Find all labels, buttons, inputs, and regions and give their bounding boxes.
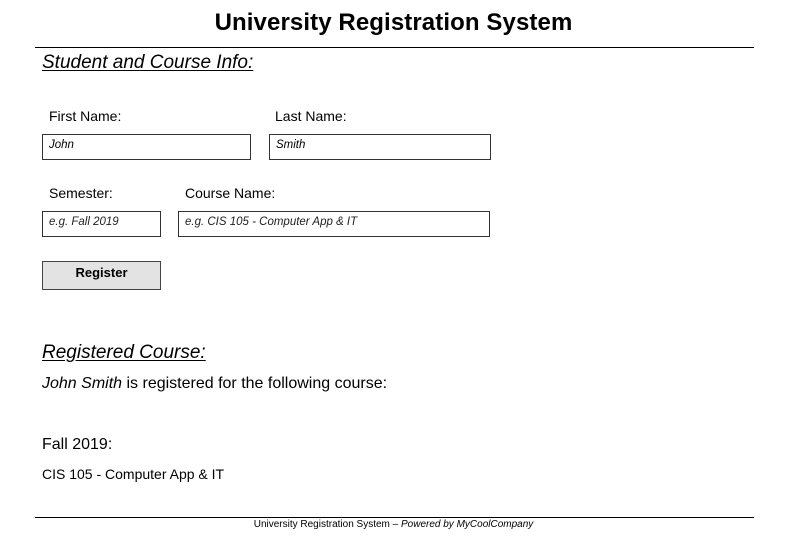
summary-text: is registered for the following course: bbox=[122, 375, 388, 392]
first-name-label: First Name: bbox=[49, 108, 122, 124]
footer-powered-by: Powered by MyCoolCompany bbox=[401, 519, 534, 530]
footer-text: University Registration System – bbox=[253, 519, 401, 530]
student-name: John Smith bbox=[42, 375, 123, 392]
semester-label: Semester: bbox=[49, 185, 113, 201]
first-name-input[interactable] bbox=[42, 134, 251, 160]
footer-divider bbox=[35, 517, 754, 518]
registration-summary bbox=[42, 375, 387, 393]
last-name-input[interactable] bbox=[269, 134, 491, 160]
course-name-input[interactable] bbox=[178, 211, 490, 237]
semester-input[interactable] bbox=[42, 211, 161, 237]
registered-semester: Fall 2019: bbox=[42, 436, 113, 453]
register-button[interactable]: Register bbox=[42, 261, 161, 290]
page-title: University Registration System bbox=[214, 9, 573, 36]
student-course-info-heading: Student and Course Info: bbox=[42, 52, 254, 73]
footer bbox=[0, 519, 787, 530]
registered-course-heading: Registered Course: bbox=[42, 342, 206, 363]
registered-course: CIS 105 - Computer App & IT bbox=[42, 466, 225, 482]
last-name-label: Last Name: bbox=[275, 108, 347, 124]
header-divider bbox=[35, 47, 754, 48]
course-name-label: Course Name: bbox=[185, 185, 276, 201]
